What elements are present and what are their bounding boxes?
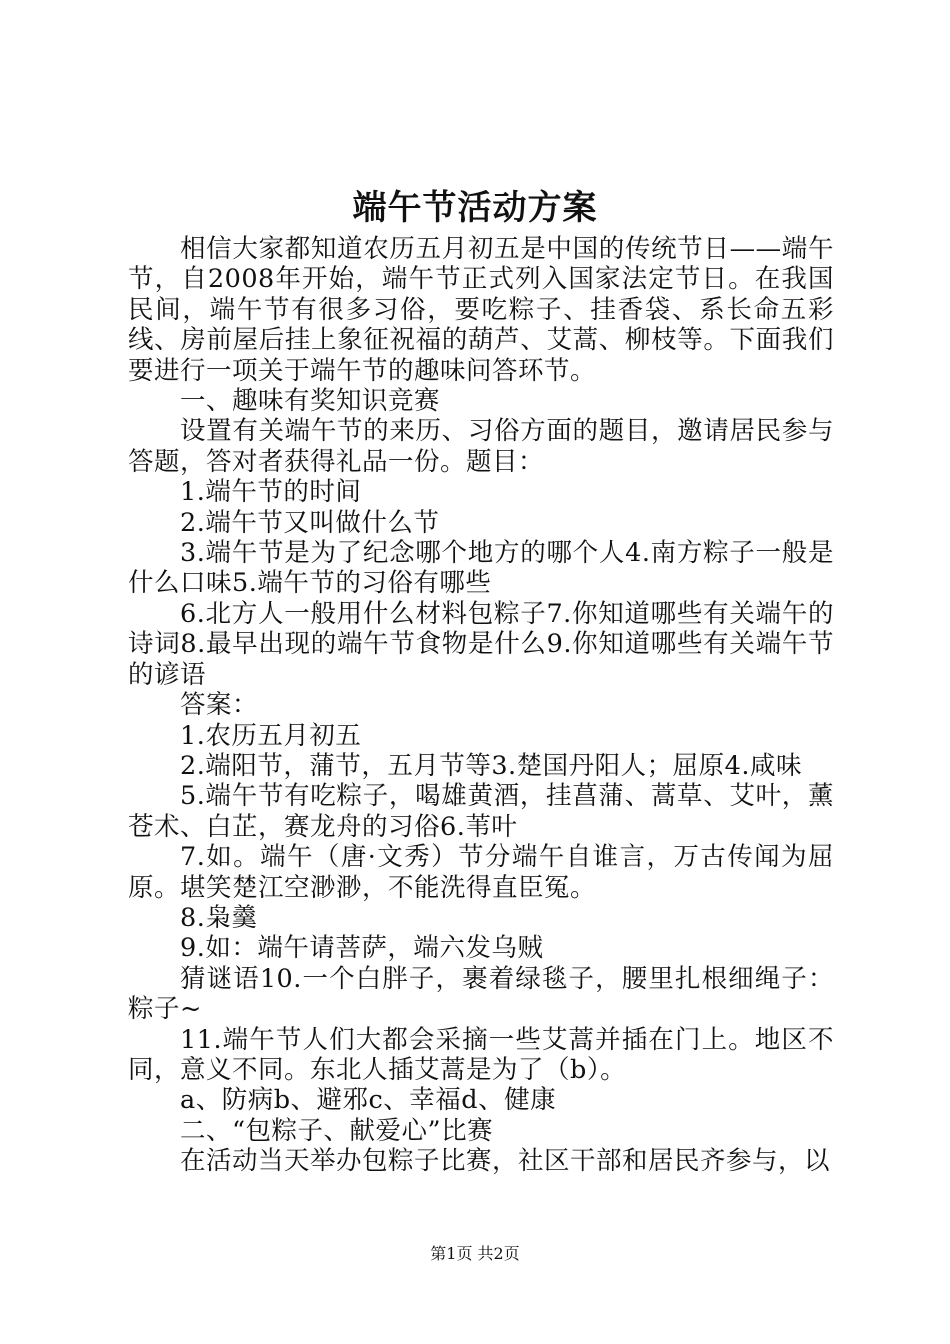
section-heading: 二、“包粽子、献爱心”比赛 bbox=[180, 1115, 494, 1146]
list-item: 6.北方人一般用什么材料包粽子7.你知道哪些有关端午的诗词8.最早出现的端午节食物是什么9.你知道哪些有关端午节的谚语 bbox=[128, 598, 834, 690]
document-title: 端午节活动方案 bbox=[352, 188, 598, 228]
document-body bbox=[128, 234, 834, 1177]
answers-heading: 答案： bbox=[180, 690, 259, 721]
list-item: 8.枭羹 bbox=[180, 902, 258, 933]
list-item: 11.端午节人们大都会采摘一些艾蒿并插在门上。地区不同，意义不同。东北人插艾蒿是为了（b）。 bbox=[128, 1024, 834, 1085]
paragraph: 在活动当天举办包粽子比赛，社区干部和居民齐参与，以 bbox=[180, 1146, 831, 1177]
list-item: 5.端午节有吃粽子，喝雄黄酒，挂菖蒲、蒿草、艾叶，薰苍术、白芷，赛龙舟的习俗6.苇叶 bbox=[128, 781, 834, 842]
list-item: 1.农历五月初五 bbox=[180, 720, 362, 751]
paragraph: 设置有关端午节的来历、习俗方面的题目，邀请居民参与答题，答对者获得礼品一份。题目： bbox=[128, 416, 834, 477]
list-item: 猜谜语10.一个白胖子，裹着绿毯子，腰里扎根细绳子：粽子~ bbox=[128, 963, 834, 1025]
list-item: 2.端午节又叫做什么节 bbox=[180, 507, 440, 538]
list-item: 9.如：端午请菩萨，端六发乌贼 bbox=[180, 933, 544, 964]
list-item: 3.端午节是为了纪念哪个地方的哪个人4.南方粽子一般是什么口味5.端午节的习俗有哪些 bbox=[128, 538, 834, 599]
paragraph: 相信大家都知道农历五月初五是中国的传统节日——端午节，自2008年开始，端午节正式列入国家法定节日。在我国民间，端午节有很多习俗，要吃粽子、挂香袋、系长命五彩线、房前屋后挂上象征祝福的葫芦、艾蒿、柳枝等。下面我们要进行一项关于端午节的趣味问答环节。 bbox=[128, 234, 834, 386]
list-item: 2.端阳节，蒲节，五月节等3.楚国丹阳人；屈原4.咸味 bbox=[180, 750, 802, 781]
list-item: 7.如。端午（唐·文秀）节分端午自谁言，万古传闻为屈原。堪笑楚江空渺渺，不能洗得直臣冤。 bbox=[128, 842, 834, 903]
list-item: 1.端午节的时间 bbox=[180, 477, 362, 508]
page-footer: 第1页 共2页 bbox=[430, 1244, 520, 1263]
list-item: a、防病b、避邪c、幸福d、健康 bbox=[180, 1085, 557, 1116]
section-heading: 一、趣味有奖知识竞赛 bbox=[180, 386, 441, 417]
